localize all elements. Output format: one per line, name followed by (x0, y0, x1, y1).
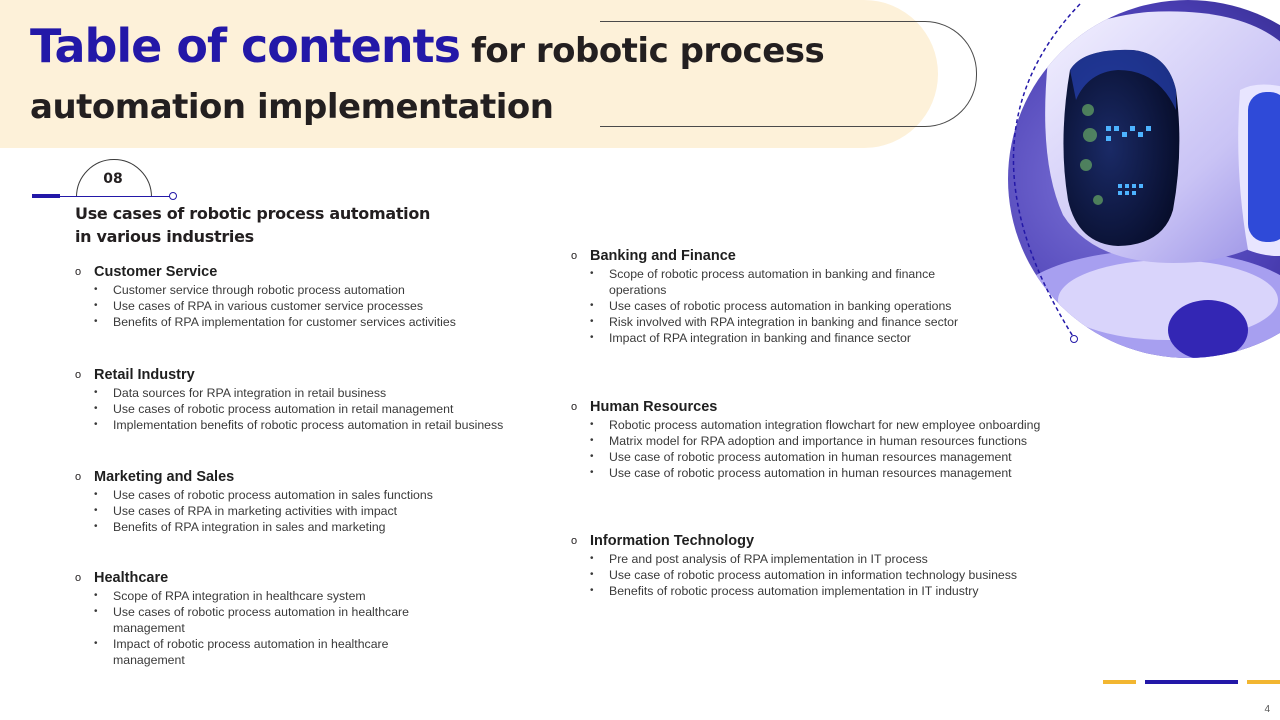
page-number: 4 (1264, 704, 1270, 715)
bullet-icon: • (94, 419, 98, 430)
list-item: • Benefits of robotic process automation implementation in IT industry (590, 584, 979, 598)
list-item: • Pre and post analysis of RPA implementation in IT process (590, 552, 928, 566)
list-item: • Use cases of robotic process automation in banking operations (590, 299, 952, 313)
category-title: Information Technology (590, 533, 755, 549)
footer-bar-gold-right (1247, 680, 1280, 684)
bullet-icon: • (94, 505, 98, 516)
category-bullet-icon: o (75, 266, 82, 278)
category-bullet-icon: o (75, 471, 82, 483)
bullet-icon: • (94, 606, 98, 617)
category-title: Retail Industry (94, 367, 195, 383)
category-human-resources (571, 397, 1091, 481)
list-item: • Implementation benefits of robotic process automation in retail business (94, 418, 504, 432)
category-retail-industry (75, 365, 545, 433)
list-item: • Scope of robotic process automation in banking and finance operations (590, 267, 936, 297)
list-item: • Use case of robotic process automation in human resources management (590, 466, 1012, 480)
list-item: • Impact of robotic process automation in healthcare management (94, 637, 389, 667)
bullet-icon: • (94, 316, 98, 327)
bullet-icon: • (590, 553, 594, 564)
bullet-icon: • (590, 268, 594, 279)
category-bullet-icon: o (571, 250, 578, 262)
list-item: • Scope of RPA integration in healthcare system (94, 589, 366, 603)
category-marketing-and-sales (75, 467, 545, 535)
section-heading: Use cases of robotic process automation in various industries (75, 204, 431, 246)
category-title: Customer Service (94, 264, 218, 280)
bullet-icon: • (590, 435, 594, 446)
list-item: • Robotic process automation integration flowchart for new employee onboarding (590, 418, 1041, 432)
category-healthcare (75, 568, 445, 668)
bullet-icon: • (94, 403, 98, 414)
list-item: • Use cases of robotic process automation in sales functions (94, 488, 433, 502)
bullet-icon: • (94, 521, 98, 532)
category-title: Healthcare (94, 570, 169, 586)
bullet-icon: • (590, 569, 594, 580)
category-customer-service (75, 262, 545, 330)
bullet-icon: • (590, 300, 594, 311)
list-item: • Use cases of robotic process automation in retail management (94, 402, 454, 416)
list-item: • Use case of robotic process automation in human resources management (590, 450, 1012, 464)
category-title: Banking and Finance (590, 248, 736, 264)
bullet-icon: • (94, 387, 98, 398)
bullet-icon: • (590, 316, 594, 327)
list-item: • Benefits of RPA integration in sales and marketing (94, 520, 386, 534)
section-number: 08 (103, 171, 123, 187)
category-information-technology (571, 531, 1091, 599)
footer-bar-gold-left (1103, 680, 1136, 684)
bullet-icon: • (590, 419, 594, 430)
bullet-icon: • (590, 585, 594, 596)
bullet-icon: • (94, 300, 98, 311)
category-title: Human Resources (590, 399, 718, 415)
section-line (60, 196, 170, 197)
footer-bar-blue (1145, 680, 1238, 684)
title-rest: for robotic process automation implementation (30, 31, 825, 127)
bullet-icon: • (590, 451, 594, 462)
category-title: Marketing and Sales (94, 469, 235, 485)
list-item: • Benefits of RPA implementation for customer services activities (94, 315, 456, 329)
category-bullet-icon: o (571, 401, 578, 413)
bullet-icon: • (590, 467, 594, 478)
bullet-icon: • (94, 489, 98, 500)
list-item: • Impact of RPA integration in banking and finance sector (590, 331, 911, 345)
bullet-icon: • (590, 332, 594, 343)
list-item: • Data sources for RPA integration in retail business (94, 386, 387, 400)
list-item: • Customer service through robotic process automation (94, 283, 405, 297)
category-bullet-icon: o (571, 535, 578, 547)
list-item: • Risk involved with RPA integration in banking and finance sector (590, 315, 959, 329)
category-bullet-icon: o (75, 572, 82, 584)
list-item: • Use cases of robotic process automation in healthcare management (94, 605, 409, 635)
list-item: • Use cases of RPA in various customer service processes (94, 299, 424, 313)
title-main: Table of contents (30, 19, 460, 73)
category-bullet-icon: o (75, 369, 82, 381)
bullet-icon: • (94, 638, 98, 649)
section-line-dot (169, 192, 177, 200)
bullet-icon: • (94, 284, 98, 295)
list-item: • Use case of robotic process automation in information technology business (590, 568, 1018, 582)
list-item: • Use cases of RPA in marketing activities with impact (94, 504, 398, 518)
section-accent-line (32, 194, 60, 198)
list-item: • Matrix model for RPA adoption and importance in human resources functions (590, 434, 1028, 448)
bullet-icon: • (94, 590, 98, 601)
category-banking-and-finance (571, 246, 991, 346)
